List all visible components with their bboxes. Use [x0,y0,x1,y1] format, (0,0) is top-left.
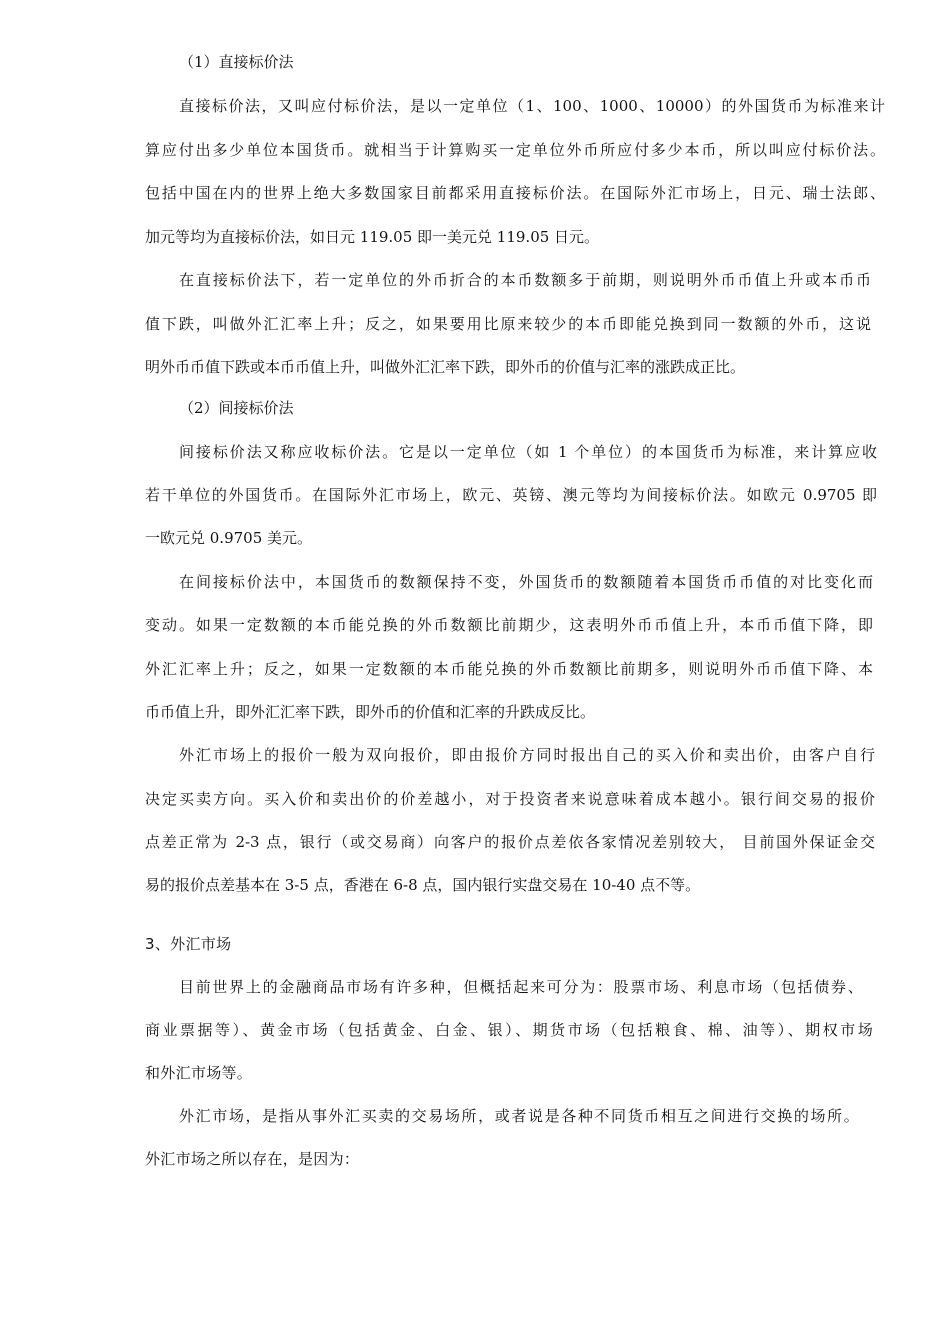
paragraph-line: 在直接标价法下，若一定单位的外币折合的本币数额多于前期，则说明外币币值上升或本币币 [179,271,871,289]
paragraph-line: 明外币币值下跌或本币币值上升，叫做外汇汇率下跌，即外币的价值与汇率的涨跌成正比。 [145,358,746,376]
paragraph-line: 币币值上升，即外汇汇率下跌，即外币的价值和汇率的升跌成反比。 [145,703,596,721]
paragraph-line: 在间接标价法中，本国货币的数额保持不变，外国货币的数额随着本国货币币值的对比变化而 [179,573,873,591]
heading-fx-market: 3、外汇市场 [145,935,232,953]
heading-direct-quotation: （1）直接标价法 [179,53,294,71]
heading-indirect-quotation: （2）间接标价法 [179,399,294,417]
paragraph-line: 和外汇市场等。 [145,1064,253,1082]
paragraph-line: 外汇汇率上升；反之，如果一定数额的本币能兑换的外币数额比前期多，则说明外币币值下降、本 [145,660,873,678]
paragraph-line: 决定买卖方向。买入价和卖出价的价差越小，对于投资者来说意味着成本越小。银行间交易的报价 [145,790,875,808]
paragraph-line: 外汇市场，是指从事外汇买卖的交易场所，或者说是各种不同货币相互之间进行交换的场所。 [179,1107,859,1125]
paragraph-line: 目前世界上的金融商品市场有许多种，但概括起来可分为：股票市场、利息市场（包括债券、 [179,978,863,996]
paragraph-line: 点差正常为 2-3 点，银行（或交易商）向客户的报价点差依各家情况差别较大， 目前国外保证金交 [145,833,875,851]
paragraph-line: 包括中国在内的世界上绝大多数国家目前都采用直接标价法。在国际外汇市场上，日元、瑞士法郎、 [145,184,885,202]
paragraph-line: 间接标价法又称应收标价法。它是以一定单位（如 1 个单位）的本国货币为标准，来计算应收 [179,443,877,461]
paragraph-line: 商业票据等）、黄金市场（包括黄金、白金、银）、期货市场（包括粮食、棉、油等）、期权市场 [145,1021,873,1039]
paragraph-line: 外汇市场之所以存在，是因为： [145,1150,360,1168]
paragraph-line: 加元等均为直接标价法，如日元 119.05 即一美元兑 119.05 日元。 [145,228,600,246]
paragraph-line: 值下跌，叫做外汇汇率上升；反之，如果要用比原来较少的本币即能兑换到同一数额的外币，这说 [145,315,871,333]
paragraph-line: 算应付出多少单位本国货币。就相当于计算购买一定单位外币所应付多少本币，所以叫应付标价法。 [145,141,885,159]
paragraph-line: 外汇市场上的报价一般为双向报价，即由报价方同时报出自己的买入价和卖出价，由客户自行 [179,746,875,764]
paragraph-line: 一欧元兑 0.9705 美元。 [145,529,313,547]
paragraph-line: 变动。如果一定数额的本币能兑换的外币数额比前期少，这表明外币币值上升，本币币值下降，即 [145,616,873,634]
paragraph-line: 若干单位的外国货币。在国际外汇市场上，欧元、英镑、澳元等均为间接标价法。如欧元 0.9705 即 [145,486,877,504]
paragraph-line: 易的报价点差基本在 3-5 点，香港在 6-8 点，国内银行实盘交易在 10-40 点不等。 [145,876,701,894]
paragraph-line: 直接标价法，又叫应付标价法，是以一定单位（1、100、1000、10000）的外国货币为标准来计 [179,97,885,115]
